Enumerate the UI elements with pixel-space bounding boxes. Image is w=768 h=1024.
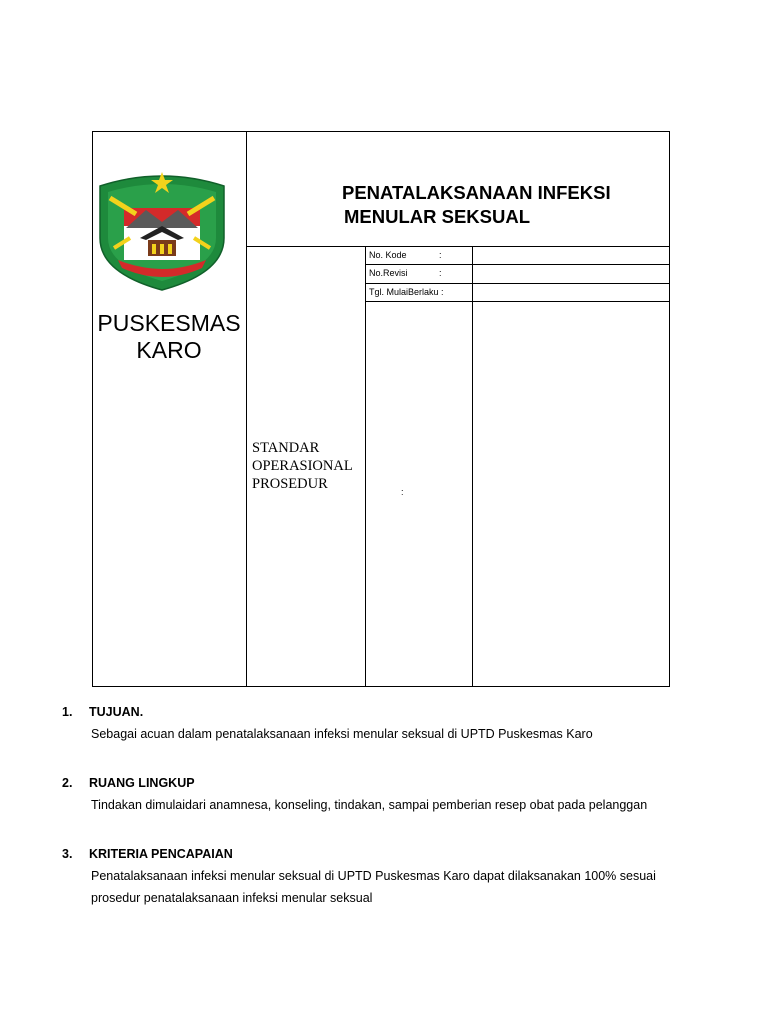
table-border-bottom	[92, 686, 670, 687]
section-3-heading: KRITERIA PENCAPAIAN	[89, 847, 233, 861]
title-line-1: PENATALAKSANAAN INFEKSI	[342, 182, 611, 203]
organization-name	[92, 310, 246, 364]
section-2-heading: RUANG LINGKUP	[89, 776, 195, 790]
table-row-line-1	[365, 264, 670, 265]
table-border-top	[92, 131, 670, 132]
puskesmas-logo	[96, 168, 228, 292]
section-2-line-1: Tindakan dimulaidari anamnesa, konseling, tindakan, sampai pemberian resep obat pada pelanggan	[91, 798, 648, 812]
table-divider-title	[246, 246, 670, 247]
section-3-body	[91, 865, 691, 909]
table-divider-sop	[365, 246, 366, 687]
table-divider-logo	[246, 131, 247, 687]
doc-type-line-3: PROSEDUR	[252, 476, 328, 492]
org-name-line-2: KARO	[136, 337, 202, 363]
meta-label-code: No. Kode	[369, 250, 407, 260]
table-row-line-2	[365, 283, 670, 284]
table-border-right	[669, 131, 670, 687]
table-divider-meta	[472, 246, 473, 687]
doc-type-line-2: OPERASIONAL	[252, 458, 353, 474]
section-3-line-2: prosedur penatalaksanaan infeksi menular seksual	[91, 891, 373, 905]
section-1-number: 1.	[62, 705, 73, 719]
document-type	[252, 439, 364, 493]
meta-label-effective-date: Tgl. MulaiBerlaku :	[369, 287, 444, 297]
table-border-left	[92, 131, 93, 687]
section-2-number: 2.	[62, 776, 73, 790]
section-1-body	[91, 723, 691, 745]
section-3-number: 3.	[62, 847, 73, 861]
section-2-body	[91, 794, 691, 816]
section-1-heading: TUJUAN.	[89, 705, 144, 719]
meta-label-revision: No.Revisi	[369, 268, 408, 278]
section-1-line-1: Sebagai acuan dalam penatalaksanaan infeksi menular seksual di UPTD Puskesmas Karo	[91, 727, 593, 741]
org-name-line-1: PUSKESMAS	[97, 310, 241, 336]
middle-colon: :	[401, 487, 404, 497]
meta-colon-revision: :	[439, 268, 442, 278]
table-row-line-3	[365, 301, 670, 302]
meta-colon-code: :	[439, 250, 442, 260]
document-title	[342, 181, 662, 229]
title-line-2: MENULAR SEKSUAL	[344, 206, 531, 227]
doc-type-line-1: STANDAR	[252, 440, 320, 456]
section-3-line-1: Penatalaksanaan infeksi menular seksual di UPTD Puskesmas Karo dapat dilaksanakan 100% sesuai	[91, 869, 656, 883]
shield-emblem-icon	[96, 168, 228, 292]
